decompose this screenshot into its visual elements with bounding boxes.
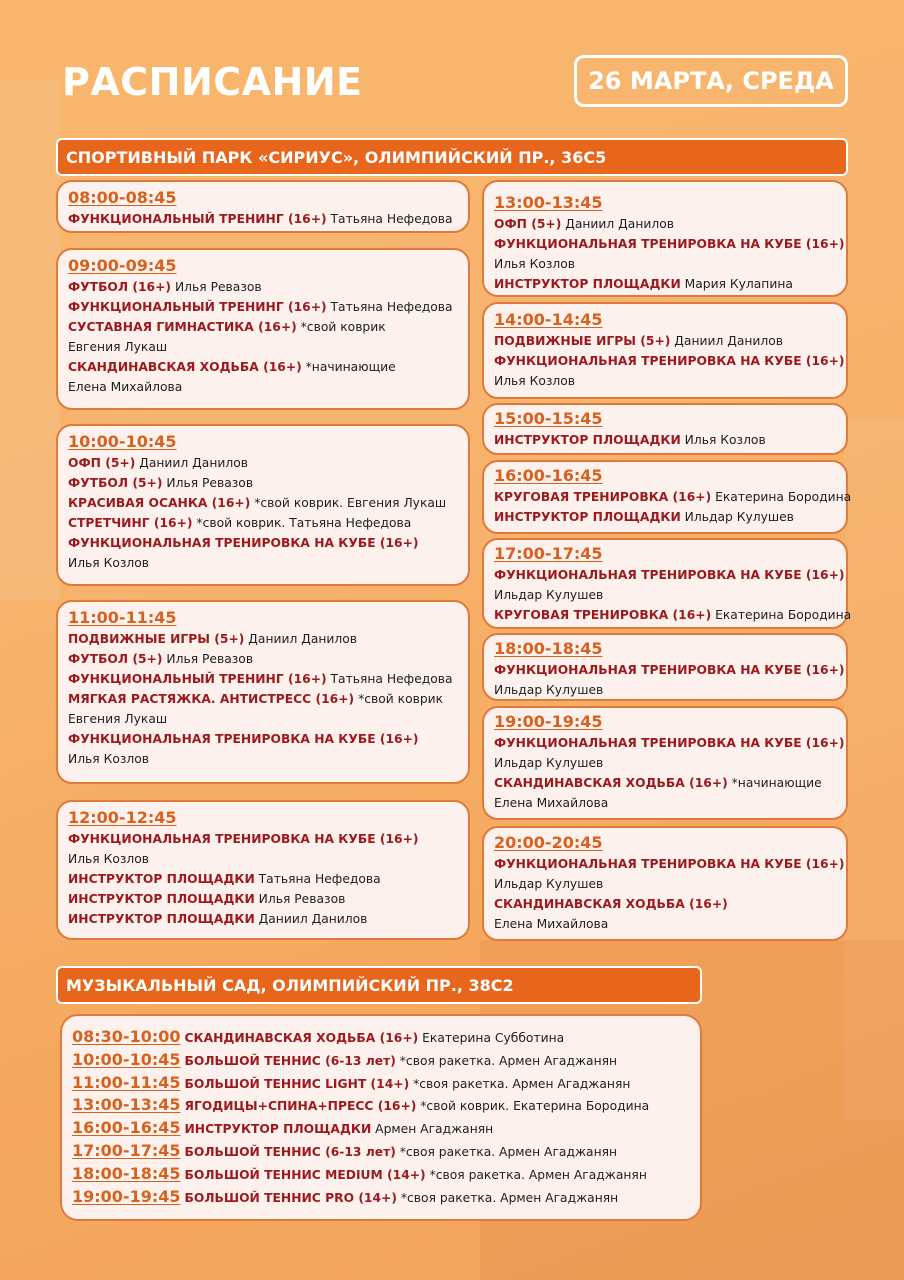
schedule-card xyxy=(482,706,848,820)
music-schedule-card xyxy=(60,1014,702,1221)
activity-details: *свой коврик. Татьяна Нефедова xyxy=(192,516,412,530)
activity-details: Татьяна Нефедова xyxy=(326,300,453,314)
activity-details: Ильдар Кулушев xyxy=(494,588,604,602)
activity-line xyxy=(68,533,458,553)
activity-name: ИНСТРУКТОР ПЛОЩАДКИ xyxy=(68,892,255,906)
music-row xyxy=(72,1117,690,1140)
schedule-card xyxy=(56,424,470,586)
activity-line xyxy=(68,729,458,749)
activity-details: Ильдар Кулушев xyxy=(680,510,794,524)
activity-details: Елена Михайлова xyxy=(494,796,609,810)
activity-name: ФУНКЦИОНАЛЬНАЯ ТРЕНИРОВКА НА КУБЕ (16+) xyxy=(494,736,845,750)
activity-details: Мария Кулапина xyxy=(680,277,793,291)
activity-name: БОЛЬШОЙ ТЕННИС MEDIUM (14+) xyxy=(184,1167,426,1182)
slot-time: 16:00-16:45 xyxy=(72,1118,181,1138)
activity-name: ФУНКЦИОНАЛЬНАЯ ТРЕНИРОВКА НА КУБЕ (16+) xyxy=(494,857,845,871)
activity-line xyxy=(494,914,836,934)
activity-name: ФУТБОЛ (5+) xyxy=(68,476,163,490)
activity-name: КРАСИВАЯ ОСАНКА (16+) xyxy=(68,496,251,510)
activity-details: Илья Ревазов xyxy=(171,280,262,294)
activity-line xyxy=(494,507,836,527)
activity-line xyxy=(494,680,836,700)
activity-name: ФУТБОЛ (16+) xyxy=(68,280,172,294)
activity-name: ИНСТРУКТОР ПЛОЩАДКИ xyxy=(184,1122,372,1137)
activity-name: БОЛЬШОЙ ТЕННИС (6-13 лет) xyxy=(184,1144,396,1159)
activity-line xyxy=(68,297,458,317)
activity-line xyxy=(68,649,458,669)
activity-line xyxy=(68,453,458,473)
activity-name: ИНСТРУКТОР ПЛОЩАДКИ xyxy=(494,433,681,447)
activity-details: Даниил Данилов xyxy=(561,217,674,231)
activity-name: ИНСТРУКТОР ПЛОЩАДКИ xyxy=(494,277,681,291)
activity-line xyxy=(494,733,845,753)
activity-details: Татьяна Нефедова xyxy=(326,672,453,686)
activity-line xyxy=(494,793,836,813)
activity-line xyxy=(494,351,845,371)
activity-name: ОФП (5+) xyxy=(494,217,562,231)
activity-line xyxy=(494,234,845,254)
slot-time: 09:00-09:45 xyxy=(68,256,177,275)
activity-details: Илья Козлов xyxy=(680,433,766,447)
activity-name: СКАНДИНАВСКАЯ ХОДЬБА (16+) xyxy=(494,897,728,911)
activity-details: *своя ракетка. Армен Агаджанян xyxy=(395,1144,618,1159)
activity-details: *своя ракетка. Армен Агаджанян xyxy=(396,1190,619,1205)
slot-time: 17:00-17:45 xyxy=(72,1140,181,1160)
activity-line xyxy=(494,254,836,274)
slot-time: 08:00-08:45 xyxy=(68,188,177,207)
music-row xyxy=(72,1026,690,1049)
activity-line xyxy=(68,629,458,649)
activity-line xyxy=(68,909,458,929)
activity-line xyxy=(68,553,458,573)
activity-name: ФУНКЦИОНАЛЬНЫЙ ТРЕНИНГ (16+) xyxy=(68,212,327,226)
activity-line xyxy=(494,565,845,585)
activity-name: СКАНДИНАВСКАЯ ХОДЬБА (16+) xyxy=(494,776,728,790)
activity-line xyxy=(68,709,458,729)
activity-name: ЯГОДИЦЫ+СПИНА+ПРЕСС (16+) xyxy=(184,1099,417,1114)
slot-time: 18:00-18:45 xyxy=(72,1163,181,1183)
activity-line xyxy=(494,585,836,605)
activity-line xyxy=(494,430,836,450)
slot-time: 11:00-11:45 xyxy=(68,608,177,627)
slot-time: 12:00-12:45 xyxy=(68,808,177,827)
activity-line xyxy=(68,317,458,337)
activity-details: Евгения Лукаш xyxy=(68,712,168,726)
activity-details: Евгения Лукаш xyxy=(68,340,168,354)
activity-name: КРУГОВАЯ ТРЕНИРОВКА (16+) xyxy=(494,608,712,622)
activity-name: ФУНКЦИОНАЛЬНАЯ ТРЕНИРОВКА НА КУБЕ (16+) xyxy=(68,536,419,550)
activity-details: Даниил Данилов xyxy=(254,912,368,926)
activity-line xyxy=(494,660,845,680)
activity-line xyxy=(68,849,458,869)
activity-name: КРУГОВАЯ ТРЕНИРОВКА (16+) xyxy=(494,490,712,504)
slot-time: 18:00-18:45 xyxy=(494,639,603,658)
slot-time: 10:00-10:45 xyxy=(68,432,177,451)
activity-name: ФУНКЦИОНАЛЬНАЯ ТРЕНИРОВКА НА КУБЕ (16+) xyxy=(68,832,419,846)
activity-line xyxy=(68,889,458,909)
slot-time: 17:00-17:45 xyxy=(494,544,603,563)
activity-name: БОЛЬШОЙ ТЕННИС PRO (14+) xyxy=(184,1190,397,1205)
section-header-sirius: СПОРТИВНЫЙ ПАРК «СИРИУС», ОЛИМПИЙСКИЙ ПР., 36С5 xyxy=(56,138,848,176)
activity-name: ИНСТРУКТОР ПЛОЩАДКИ xyxy=(494,510,681,524)
activity-details: Екатерина Бородина xyxy=(711,490,852,504)
activity-name: ФУНКЦИОНАЛЬНАЯ ТРЕНИРОВКА НА КУБЕ (16+) xyxy=(68,732,419,746)
music-row xyxy=(72,1163,690,1186)
activity-details: Илья Козлов xyxy=(494,374,576,388)
slot-time: 13:00-13:45 xyxy=(494,193,603,212)
activity-name: ОФП (5+) xyxy=(68,456,136,470)
activity-details: *начинающие xyxy=(301,360,396,374)
slot-time: 16:00-16:45 xyxy=(494,466,603,485)
activity-details: Татьяна Нефедова xyxy=(326,212,453,226)
music-row xyxy=(72,1140,690,1163)
activity-details: Татьяна Нефедова xyxy=(254,872,381,886)
page-title: РАСПИСАНИЕ xyxy=(62,60,363,104)
activity-line xyxy=(494,274,836,294)
activity-details: Ильдар Кулушев xyxy=(494,756,604,770)
activity-line xyxy=(494,214,836,234)
activity-line xyxy=(68,513,458,533)
slot-time: 13:00-13:45 xyxy=(72,1095,181,1115)
activity-name: СКАНДИНАВСКАЯ ХОДЬБА (16+) xyxy=(184,1031,419,1045)
activity-details: Даниил Данилов xyxy=(244,632,358,646)
activity-name: СУСТАВНАЯ ГИМНАСТИКА (16+) xyxy=(68,320,297,334)
date-badge: 26 МАРТА, СРЕДА xyxy=(574,55,848,107)
activity-line xyxy=(494,773,836,793)
slot-time: 10:00-10:45 xyxy=(72,1049,181,1069)
activity-details: *свой коврик xyxy=(354,692,444,706)
activity-name: ФУНКЦИОНАЛЬНЫЙ ТРЕНИНГ (16+) xyxy=(68,672,327,686)
activity-details: *своя ракетка. Армен Агаджанян xyxy=(409,1076,631,1091)
activity-line xyxy=(68,493,458,513)
activity-line xyxy=(68,277,458,297)
music-row xyxy=(72,1094,690,1117)
activity-line xyxy=(494,605,852,625)
activity-line xyxy=(494,371,836,391)
schedule-card xyxy=(482,633,848,701)
activity-details: *начинающие xyxy=(727,776,822,790)
activity-details: Илья Ревазов xyxy=(162,652,254,666)
activity-name: ФУНКЦИОНАЛЬНАЯ ТРЕНИРОВКА НА КУБЕ (16+) xyxy=(494,354,845,368)
music-row xyxy=(72,1186,690,1209)
activity-details: Илья Козлов xyxy=(68,556,150,570)
activity-details: Илья Козлов xyxy=(68,852,150,866)
activity-name: ИНСТРУКТОР ПЛОЩАДКИ xyxy=(68,912,255,926)
activity-details: *свой коврик. Евгения Лукаш xyxy=(250,496,447,510)
schedule-card xyxy=(482,302,848,399)
activity-line xyxy=(68,749,458,769)
activity-line xyxy=(494,753,836,773)
section-header-music: МУЗЫКАЛЬНЫЙ САД, ОЛИМПИЙСКИЙ ПР., 38С2 xyxy=(56,966,702,1004)
activity-name: ФУНКЦИОНАЛЬНАЯ ТРЕНИРОВКА НА КУБЕ (16+) xyxy=(494,663,845,677)
activity-line xyxy=(68,689,458,709)
activity-name: ФУТБОЛ (5+) xyxy=(68,652,163,666)
activity-line xyxy=(494,331,836,351)
activity-details: Даниил Данилов xyxy=(670,334,784,348)
activity-line xyxy=(494,487,852,507)
activity-details: Илья Козлов xyxy=(68,752,150,766)
activity-line xyxy=(494,854,845,874)
activity-name: СТРЕТЧИНГ (16+) xyxy=(68,516,193,530)
schedule-card xyxy=(56,600,470,784)
activity-name: МЯГКАЯ РАСТЯЖКА. АНТИСТРЕСС (16+) xyxy=(68,692,355,706)
activity-details: Илья Ревазов xyxy=(254,892,346,906)
schedule-card xyxy=(56,248,470,410)
activity-line xyxy=(68,337,458,357)
activity-line xyxy=(68,669,458,689)
activity-name: ИНСТРУКТОР ПЛОЩАДКИ xyxy=(68,872,255,886)
background-decoration xyxy=(0,80,60,600)
schedule-card xyxy=(482,180,848,297)
activity-details: Даниил Данилов xyxy=(135,456,248,470)
activity-details: Екатерина Субботина xyxy=(418,1031,565,1045)
activity-details: Ильдар Кулушев xyxy=(494,683,604,697)
activity-line xyxy=(68,869,458,889)
music-row xyxy=(72,1072,690,1095)
activity-name: БОЛЬШОЙ ТЕННИС LIGHT (14+) xyxy=(184,1076,410,1091)
slot-time: 19:00-19:45 xyxy=(494,712,603,731)
schedule-card xyxy=(482,826,848,941)
activity-details: Ильдар Кулушев xyxy=(494,877,604,891)
schedule-card xyxy=(482,403,848,455)
activity-name: ПОДВИЖНЫЕ ИГРЫ (5+) xyxy=(68,632,245,646)
activity-name: ФУНКЦИОНАЛЬНЫЙ ТРЕНИНГ (16+) xyxy=(68,300,327,314)
activity-line xyxy=(68,377,458,397)
activity-details: Елена Михайлова xyxy=(68,380,183,394)
activity-details: Армен Агаджанян xyxy=(371,1122,494,1137)
activity-details: *своя ракетка. Армен Агаджанян xyxy=(425,1167,647,1182)
activity-details: Илья Козлов xyxy=(494,257,576,271)
activity-name: ФУНКЦИОНАЛЬНАЯ ТРЕНИРОВКА НА КУБЕ (16+) xyxy=(494,237,845,251)
activity-line xyxy=(494,874,836,894)
schedule-card xyxy=(56,180,470,233)
schedule-card xyxy=(482,460,852,534)
slot-time: 14:00-14:45 xyxy=(494,310,603,329)
activity-line xyxy=(68,357,458,377)
activity-details: *своя ракетка. Армен Агаджанян xyxy=(395,1053,618,1068)
slot-time: 08:30-10:00 xyxy=(72,1027,181,1046)
activity-line xyxy=(68,209,458,229)
activity-details: *свой коврик xyxy=(296,320,386,334)
slot-time: 20:00-20:45 xyxy=(494,833,603,852)
activity-line xyxy=(494,894,836,914)
slot-time: 15:00-15:45 xyxy=(494,409,603,428)
music-row xyxy=(72,1049,690,1072)
slot-time: 19:00-19:45 xyxy=(72,1186,181,1206)
activity-name: ПОДВИЖНЫЕ ИГРЫ (5+) xyxy=(494,334,671,348)
activity-details: Илья Ревазов xyxy=(162,476,254,490)
activity-details: Елена Михайлова xyxy=(494,917,609,931)
activity-details: *свой коврик. Екатерина Бородина xyxy=(416,1099,650,1114)
activity-line xyxy=(68,829,458,849)
activity-name: ФУНКЦИОНАЛЬНАЯ ТРЕНИРОВКА НА КУБЕ (16+) xyxy=(494,568,845,582)
schedule-card xyxy=(56,800,470,940)
activity-name: СКАНДИНАВСКАЯ ХОДЬБА (16+) xyxy=(68,360,302,374)
activity-name: БОЛЬШОЙ ТЕННИС (6-13 лет) xyxy=(184,1053,396,1068)
slot-time: 11:00-11:45 xyxy=(72,1072,181,1092)
schedule-card xyxy=(482,538,852,629)
activity-line xyxy=(68,473,458,493)
activity-details: Екатерина Бородина xyxy=(711,608,852,622)
